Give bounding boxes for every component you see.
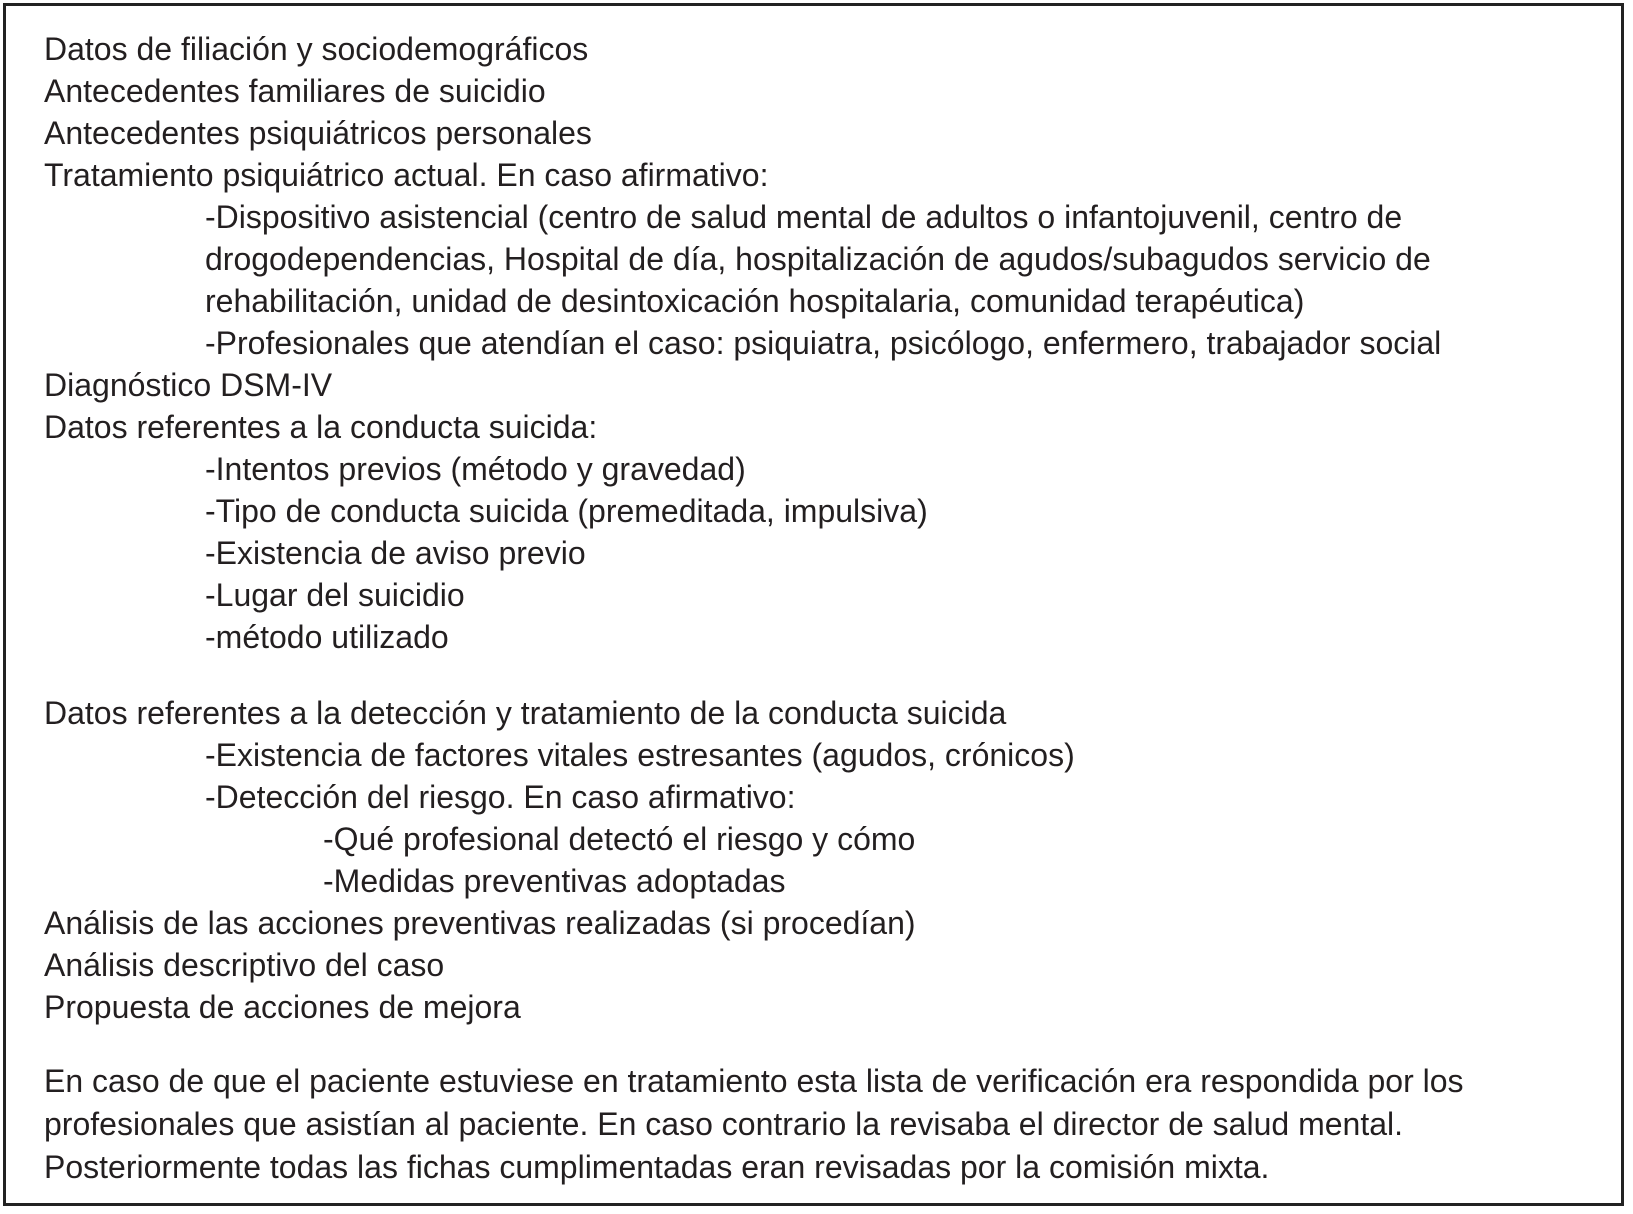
- sub-intentos-previos: -Intentos previos (método y gravedad): [205, 451, 746, 487]
- sub-dispositivo-line-2: drogodependencias, Hospital de día, hospitalización de agudos/subagudos servicio de: [205, 241, 1431, 277]
- sub-metodo-utilizado: -método utilizado: [205, 619, 449, 655]
- note-paragraph: [44, 1060, 1614, 1189]
- item-tratamiento-actual: Tratamiento psiquiátrico actual. En caso afirmativo:: [44, 157, 769, 193]
- sub-aviso-previo: -Existencia de aviso previo: [205, 535, 586, 571]
- spacer: [44, 1028, 1614, 1060]
- sub-profesionales: -Profesionales que atendían el caso: psiquiatra, psicólogo, enfermero, trabajador social: [205, 325, 1442, 361]
- sub-factores-estresantes: -Existencia de factores vitales estresantes (agudos, crónicos): [205, 737, 1075, 773]
- checklist-content: [44, 28, 1614, 1189]
- subsub-medidas-preventivas: -Medidas preventivas adoptadas: [323, 863, 786, 899]
- sub-dispositivo-line-3: rehabilitación, unidad de desintoxicación hospitalaria, comunidad terapéutica): [205, 283, 1305, 319]
- item-diagnostico: Diagnóstico DSM-IV: [44, 367, 333, 403]
- note-line-2: profesionales que asistían al paciente. En caso contrario la revisaba el director de salud mental.: [44, 1106, 1403, 1142]
- item-analisis-acciones: Análisis de las acciones preventivas realizadas (si procedían): [44, 905, 916, 941]
- conducta-sublist: [44, 448, 1614, 658]
- item-filiacion: Datos de filiación y sociodemográficos: [44, 31, 589, 67]
- sub-tipo-conducta: -Tipo de conducta suicida (premeditada, impulsiva): [205, 493, 928, 529]
- note-line-3: Posteriormente todas las fichas cumplimentadas eran revisadas por la comisión mixta.: [44, 1149, 1270, 1185]
- item-antecedentes-psiquiatricos: Antecedentes psiquiátricos personales: [44, 115, 592, 151]
- deteccion-sublist: [44, 734, 1614, 902]
- item-conducta-heading: Datos referentes a la conducta suicida:: [44, 409, 598, 445]
- item-deteccion-heading: Datos referentes a la detección y tratamiento de la conducta suicida: [44, 695, 1007, 731]
- note-line-1: En caso de que el paciente estuviese en tratamiento esta lista de verificación era respondida por los: [44, 1063, 1464, 1099]
- subsub-profesional-detecto: -Qué profesional detectó el riesgo y cómo: [323, 821, 916, 857]
- spacer: [44, 658, 1614, 692]
- sub-deteccion-riesgo: -Detección del riesgo. En caso afirmativo:: [205, 779, 796, 815]
- item-analisis-descriptivo: Análisis descriptivo del caso: [44, 947, 445, 983]
- sub-dispositivo-line-1: -Dispositivo asistencial (centro de salud mental de adultos o infantojuvenil, centro de: [205, 199, 1403, 235]
- item-propuesta-mejora: Propuesta de acciones de mejora: [44, 989, 521, 1025]
- treatment-sublist: [44, 196, 1614, 364]
- sub-lugar-suicidio: -Lugar del suicidio: [205, 577, 465, 613]
- item-antecedentes-familiares: Antecedentes familiares de suicidio: [44, 73, 546, 109]
